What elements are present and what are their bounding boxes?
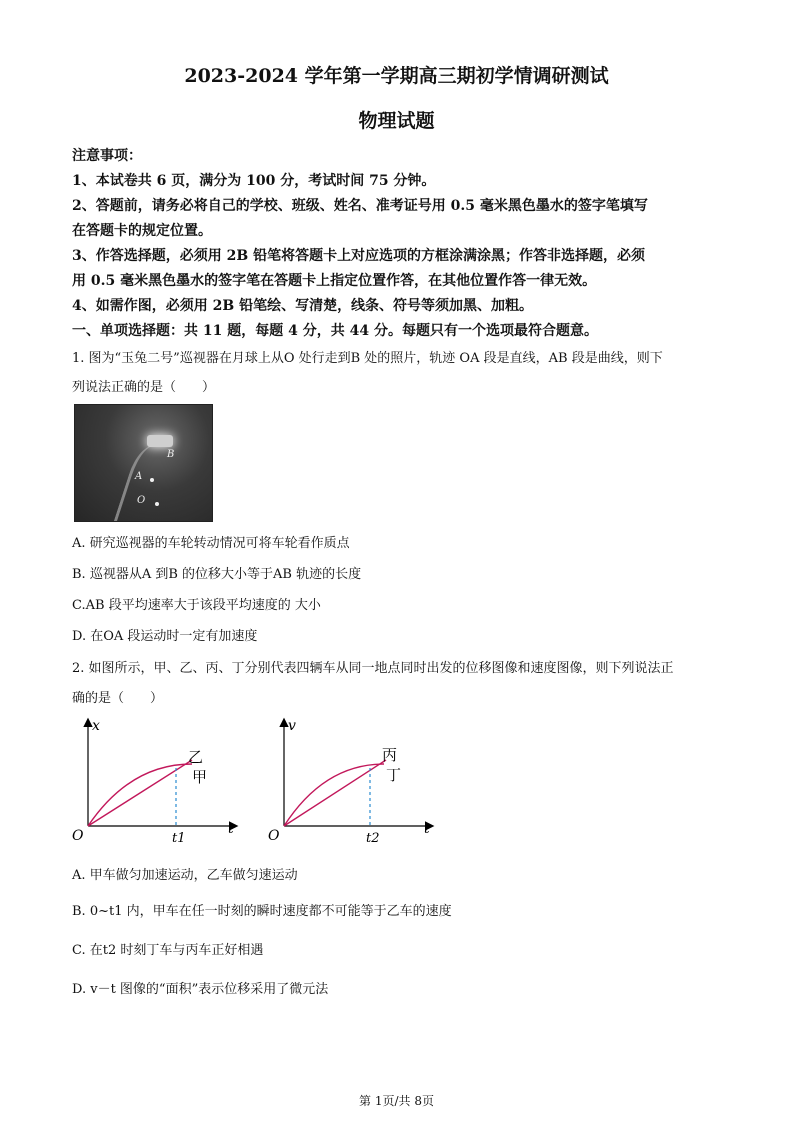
axis-label-v: v — [288, 718, 296, 734]
curve-label-ding: 丁 — [386, 766, 402, 784]
photo-dot-o — [155, 502, 159, 506]
curve-label-bing: 丙 — [382, 746, 398, 764]
origin-label: O — [72, 828, 84, 844]
page-footer: 第 1页/共 8页 — [359, 1094, 434, 1108]
q2-option-c: C. 在t2 时刻丁车与丙车正好相遇 — [72, 943, 264, 958]
vt-graph — [266, 712, 446, 852]
notice-item: 4、如需作图，必须用 2B 铅笔绘、写清楚，线条、符号等须加黑、加粗。 — [72, 298, 534, 314]
photo-dot-a — [150, 478, 154, 482]
photo-label-a: A — [135, 471, 143, 482]
notice-item: 用 0.5 毫米黑色墨水的签字笔在答题卡上指定位置作答，在其他位置作答一律无效。 — [72, 273, 597, 289]
q2-option-d: D. v－t 图像的“面积”表示位移采用了微元法 — [72, 982, 329, 997]
q1-option-c: C.AB 段平均速率大于该段平均速度的 大小 — [72, 598, 321, 613]
axis-label-t: t — [228, 821, 234, 837]
notice-item: 1、本试卷共 6 页，满分为 100 分，考试时间 75 分钟。 — [72, 173, 436, 189]
section-heading: 一、单项选择题：共 11 题，每题 4 分，共 44 分。每题只有一个选项最符合题意。 — [72, 323, 598, 339]
photo-label-b: B — [167, 449, 175, 460]
exam-title: 2023-2024 学年第一学期高三期初学情调研测试 — [184, 65, 609, 87]
notice-item: 2、答题前，请务必将自己的学校、班级、姓名、准考证号用 0.5 毫米黑色墨水的签字笔填写 — [72, 198, 648, 214]
tick-label-t1: t1 — [172, 831, 186, 846]
notice-item: 在答题卡的规定位置。 — [72, 223, 212, 239]
rover-photo — [74, 404, 213, 522]
exam-subtitle: 物理试题 — [358, 110, 435, 132]
tick-label-t2: t2 — [366, 831, 380, 846]
q1-option-d: D. 在OA 段运动时一定有加速度 — [72, 629, 258, 644]
q2-stem-cont: 确的是（ ） — [72, 691, 164, 706]
q1-stem-cont: 列说法正确的是（ ） — [72, 380, 216, 395]
q1-stem: 1. 图为“玉兔二号”巡视器在月球上从O 处行走到B 处的照片，轨迹 OA 段是直线，AB 段是曲线，则下 — [72, 351, 663, 366]
axis-label-x: x — [92, 718, 100, 734]
xt-graph — [70, 712, 250, 852]
notice-heading: 注意事项： — [72, 148, 142, 164]
origin-label: O — [268, 828, 280, 844]
q2-stem: 2. 如图所示，甲、乙、丙、丁分别代表四辆车从同一地点同时出发的位移图像和速度图像，则下列说法正 — [72, 661, 674, 676]
curve-ding — [284, 760, 386, 826]
q1-option-a: A. 研究巡视器的车轮转动情况可将车轮看作质点 — [72, 536, 350, 551]
q1-option-b: B. 巡视器从A 到B 的位移大小等于AB 轨迹的长度 — [72, 567, 362, 582]
q2-option-a: A. 甲车做匀加速运动，乙车做匀速运动 — [72, 868, 298, 883]
curve-label-jia: 甲 — [192, 768, 208, 786]
q2-option-b: B. 0~t1 内，甲车在任一时刻的瞬时速度都不可能等于乙车的速度 — [72, 904, 452, 919]
notice-item: 3、作答选择题，必须用 2B 铅笔将答题卡上对应选项的方框涂满涂黑；作答非选择题，必须 — [72, 248, 646, 264]
photo-label-o: O — [137, 495, 146, 506]
axis-label-t: t — [424, 821, 430, 837]
rover-icon — [147, 435, 173, 447]
curve-label-yi: 乙 — [188, 748, 204, 766]
